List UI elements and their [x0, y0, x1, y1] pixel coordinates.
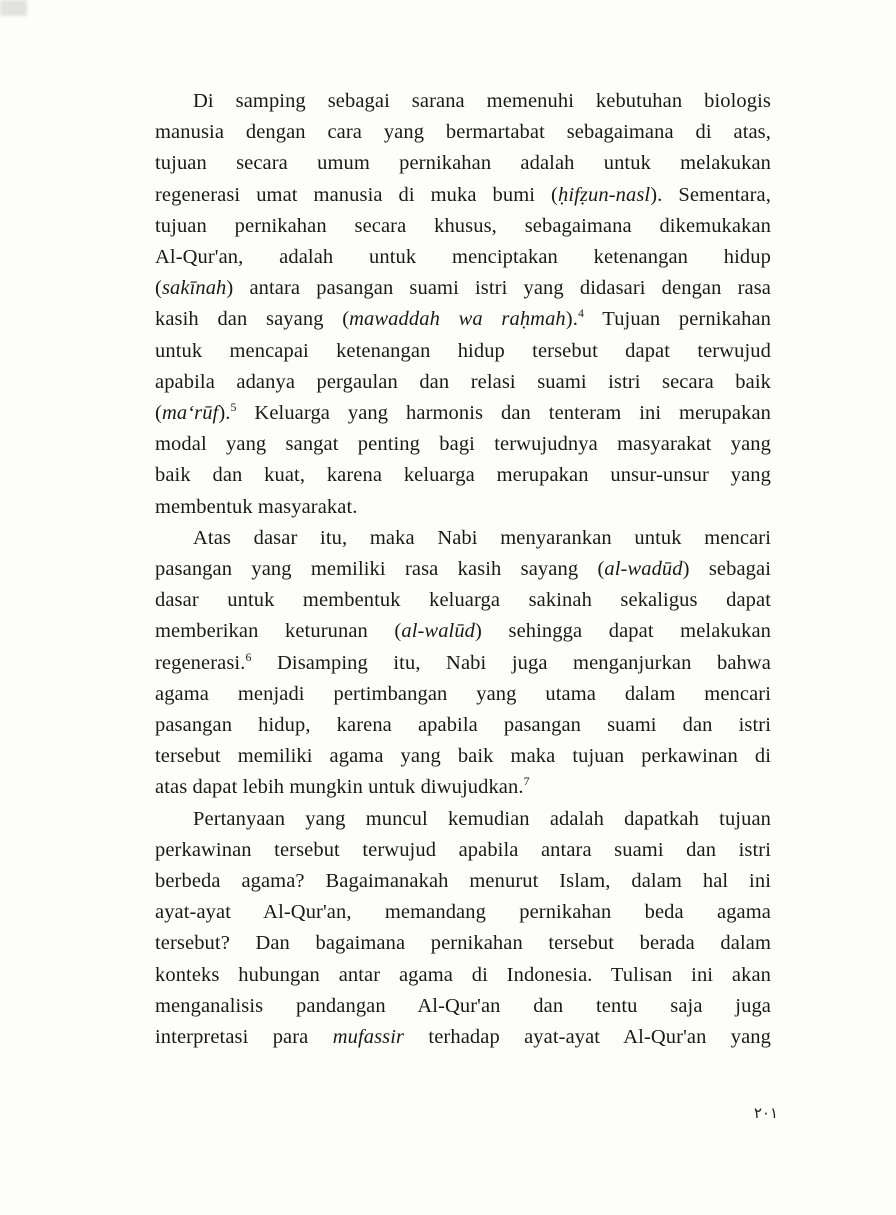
text-line	[155, 180, 771, 211]
text-line	[155, 741, 771, 772]
text-run: regenerasi umat manusia di muka bumi (	[155, 183, 558, 206]
text-line	[155, 86, 771, 117]
text-run: (	[155, 277, 162, 300]
paragraph	[155, 523, 771, 804]
text-run: untuk mencapai ketenangan hidup tersebut dapat terwujud	[155, 339, 771, 362]
page-number: ٢٠١	[753, 1104, 778, 1122]
text-line	[155, 336, 771, 367]
italic-term: mufassir	[332, 1026, 405, 1049]
text-run: tujuan secara umum pernikahan adalah untuk melakukan	[155, 152, 771, 175]
text-line	[155, 585, 771, 616]
text-line	[155, 304, 771, 335]
text-line	[155, 492, 771, 523]
footnote-ref: 7	[523, 774, 530, 789]
text-run: tersebut? Dan bagaimana pernikahan tersebut berada dalam	[155, 932, 771, 955]
text-run: tersebut memiliki agama yang baik maka tujuan perkawinan di	[155, 745, 771, 768]
paragraph	[155, 86, 771, 523]
text-line	[155, 772, 771, 803]
page-text	[155, 86, 771, 1053]
text-run: apabila adanya pergaulan dan relasi suami istri secara baik	[155, 370, 771, 393]
text-run: tujuan pernikahan secara khusus, sebagaimana dikemukakan	[155, 214, 771, 237]
text-run: Tujuan pernikahan	[584, 308, 771, 331]
text-line	[155, 367, 771, 398]
text-run: ) sebagai	[682, 558, 772, 581]
text-run: Di samping sebagai sarana memenuhi kebutuhan biologis	[193, 90, 771, 112]
text-run: berbeda agama? Bagaimanakah menurut Islam, dalam hal ini	[155, 870, 771, 893]
text-line	[155, 1022, 771, 1053]
scan-artifact	[0, 0, 27, 16]
text-line	[155, 648, 771, 679]
text-run: ).	[218, 402, 231, 425]
text-run: pasangan yang memiliki rasa kasih sayang (	[155, 558, 605, 581]
text-run: manusia dengan cara yang bermartabat sebagaimana di atas,	[155, 121, 771, 144]
paragraph	[155, 804, 771, 1054]
text-run: agama menjadi pertimbangan yang utama dalam mencari	[155, 682, 771, 705]
text-run: Al-Qur'an, adalah untuk menciptakan ketenangan hidup	[155, 246, 771, 269]
text-line	[155, 991, 771, 1022]
text-run: Pertanyaan yang muncul kemudian adalah dapatkah tujuan	[193, 807, 771, 830]
text-run: ).	[565, 308, 578, 331]
text-run: modal yang sangat penting bagi terwujudnya masyarakat yang	[155, 433, 771, 456]
text-line	[155, 710, 771, 741]
text-run: dasar untuk membentuk keluarga sakinah sekaligus dapat	[155, 589, 771, 612]
footnote-ref: 6	[245, 649, 252, 664]
text-line	[155, 242, 771, 273]
text-run: interpretasi para	[155, 1026, 333, 1049]
text-run: pasangan hidup, karena apabila pasangan suami dan istri	[155, 714, 771, 737]
text-line	[155, 960, 771, 991]
text-line	[155, 835, 771, 866]
italic-term: sakīnah	[161, 277, 227, 300]
text-line	[155, 616, 771, 647]
text-run: ) sehingga dapat melakukan	[475, 620, 771, 643]
text-run: ) antara pasangan suami istri yang didasari dengan rasa	[226, 277, 771, 300]
text-line	[155, 117, 771, 148]
text-line	[155, 523, 771, 554]
text-line	[155, 897, 771, 928]
text-run: atas dapat lebih mungkin untuk diwujudkan.	[155, 776, 524, 799]
text-run: perkawinan tersebut terwujud apabila antara suami dan istri	[155, 838, 771, 861]
text-run: Keluarga yang harmonis dan tenteram ini merupakan	[236, 402, 771, 425]
italic-term: ḥifẓun-nasl	[557, 183, 651, 206]
text-run: terhadap ayat-ayat Al-Qur'an yang	[404, 1026, 771, 1049]
text-run: regenerasi.	[155, 651, 246, 674]
text-line	[155, 273, 771, 304]
footnote-ref: 4	[577, 306, 584, 321]
text-line	[155, 804, 771, 835]
text-line	[155, 460, 771, 491]
text-run: membentuk masyarakat.	[155, 495, 358, 518]
text-line	[155, 928, 771, 959]
italic-term: ma‘rūf	[161, 402, 219, 425]
text-run: Atas dasar itu, maka Nabi menyarankan untuk mencari	[193, 526, 771, 549]
italic-term: al-walūd	[401, 620, 476, 643]
text-line	[155, 429, 771, 460]
text-run: menganalisis pandangan Al-Qur'an dan tentu saja juga	[155, 994, 771, 1017]
text-run: (	[155, 402, 162, 425]
text-line	[155, 554, 771, 585]
text-run: Disamping itu, Nabi juga menganjurkan bahwa	[251, 651, 771, 674]
text-run: memberikan keturunan (	[155, 620, 402, 643]
text-run: baik dan kuat, karena keluarga merupakan unsur-unsur yang	[155, 464, 771, 487]
text-line	[155, 398, 771, 429]
text-run: kasih dan sayang (	[155, 308, 350, 331]
text-run: ). Sementara,	[650, 183, 771, 206]
text-run: konteks hubungan antar agama di Indonesia. Tulisan ini akan	[155, 963, 771, 986]
text-line	[155, 148, 771, 179]
text-run: ayat-ayat Al-Qur'an, memandang pernikahan beda agama	[155, 901, 771, 924]
text-line	[155, 679, 771, 710]
footnote-ref: 5	[230, 400, 237, 415]
italic-term: al-wadūd	[604, 558, 683, 581]
italic-term: mawaddah wa raḥmah	[349, 308, 566, 331]
text-line	[155, 866, 771, 897]
text-line	[155, 211, 771, 242]
